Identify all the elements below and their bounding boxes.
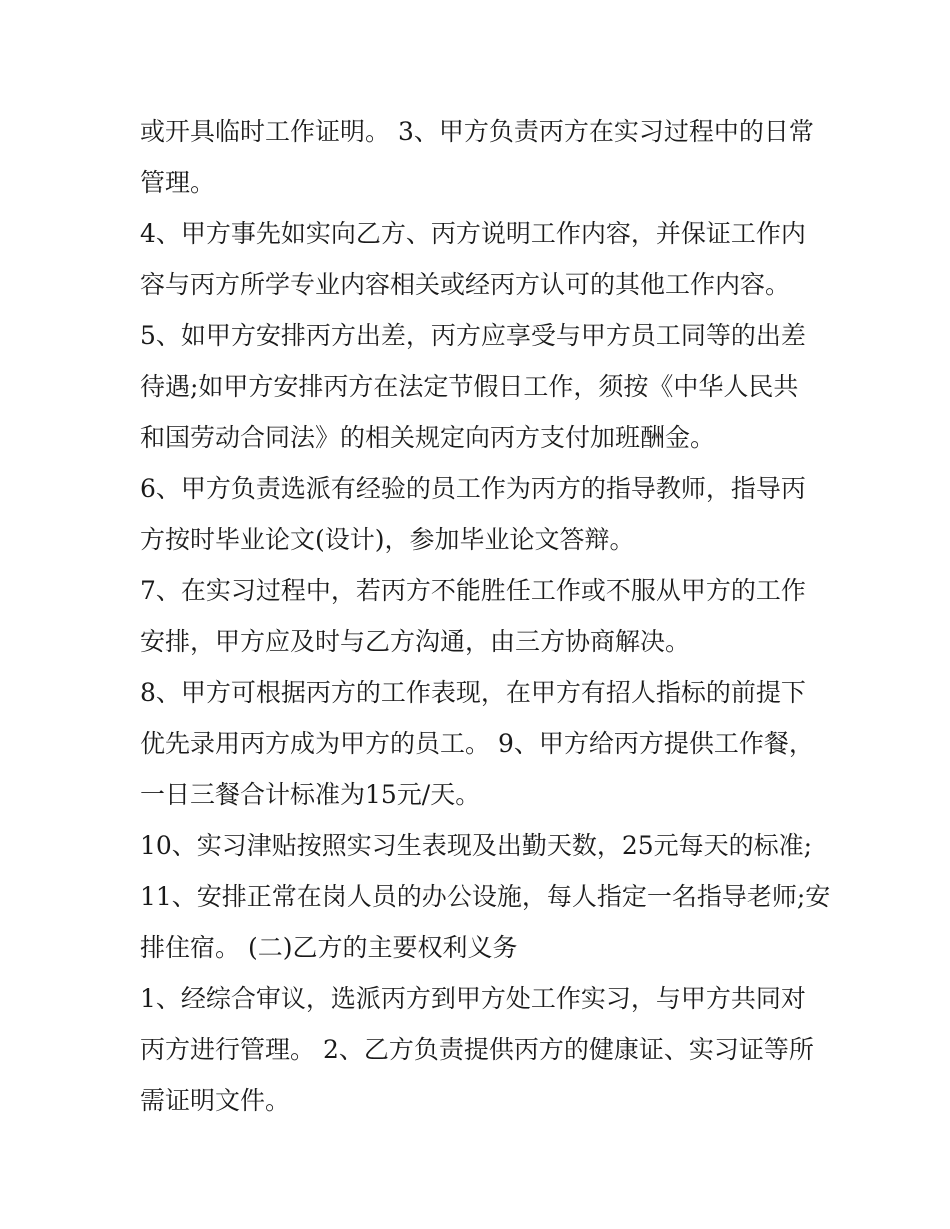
text-line: 10、实习津贴按照实习生表现及出勤天数，25元每天的标准;	[140, 831, 813, 860]
text-line: 8、甲方可根据丙方的工作表现，在甲方有招人指标的前提下	[140, 678, 806, 707]
text-line: 丙方进行管理。 2、乙方负责提供丙方的健康证、实习证等所	[140, 1035, 814, 1064]
text-line: 优先录用丙方成为甲方的员工。 9、甲方给丙方提供工作餐，	[140, 729, 814, 758]
text-line: 6、甲方负责选派有经验的员工作为丙方的指导教师，指导丙	[140, 474, 806, 503]
text-line: 和国劳动合同法》的相关规定向丙方支付加班酬金。	[140, 423, 716, 452]
text-line: 11、安排正常在岗人员的办公设施，每人指定一名指导老师;安	[140, 882, 830, 911]
text-line: 1、经综合审议，选派丙方到甲方处工作实习，与甲方共同对	[140, 984, 806, 1013]
text-line: 一日三餐合计标准为15元/天。	[140, 780, 481, 809]
text-line: 需证明文件。	[140, 1086, 291, 1115]
document-body	[140, 106, 830, 1126]
text-line: 容与丙方所学专业内容相关或经丙方认可的其他工作内容。	[140, 270, 791, 299]
text-line: 方按时毕业论文(设计)，参加毕业论文答辩。	[140, 525, 635, 554]
text-line: 管理。	[140, 168, 216, 197]
text-line: 7、在实习过程中，若丙方不能胜任工作或不服从甲方的工作	[140, 576, 806, 605]
text-line: 待遇;如甲方安排丙方在法定节假日工作，须按《中华人民共	[140, 372, 799, 401]
text-line: 5、如甲方安排丙方出差，丙方应享受与甲方员工同等的出差	[140, 321, 806, 350]
text-line: 安排，甲方应及时与乙方沟通，由三方协商解决。	[140, 627, 691, 656]
text-line: 排住宿。 (二)乙方的主要权利义务	[140, 933, 518, 962]
text-line: 4、甲方事先如实向乙方、丙方说明工作内容，并保证工作内	[140, 219, 806, 248]
text-line: 或开具临时工作证明。 3、甲方负责丙方在实习过程中的日常	[140, 117, 814, 146]
